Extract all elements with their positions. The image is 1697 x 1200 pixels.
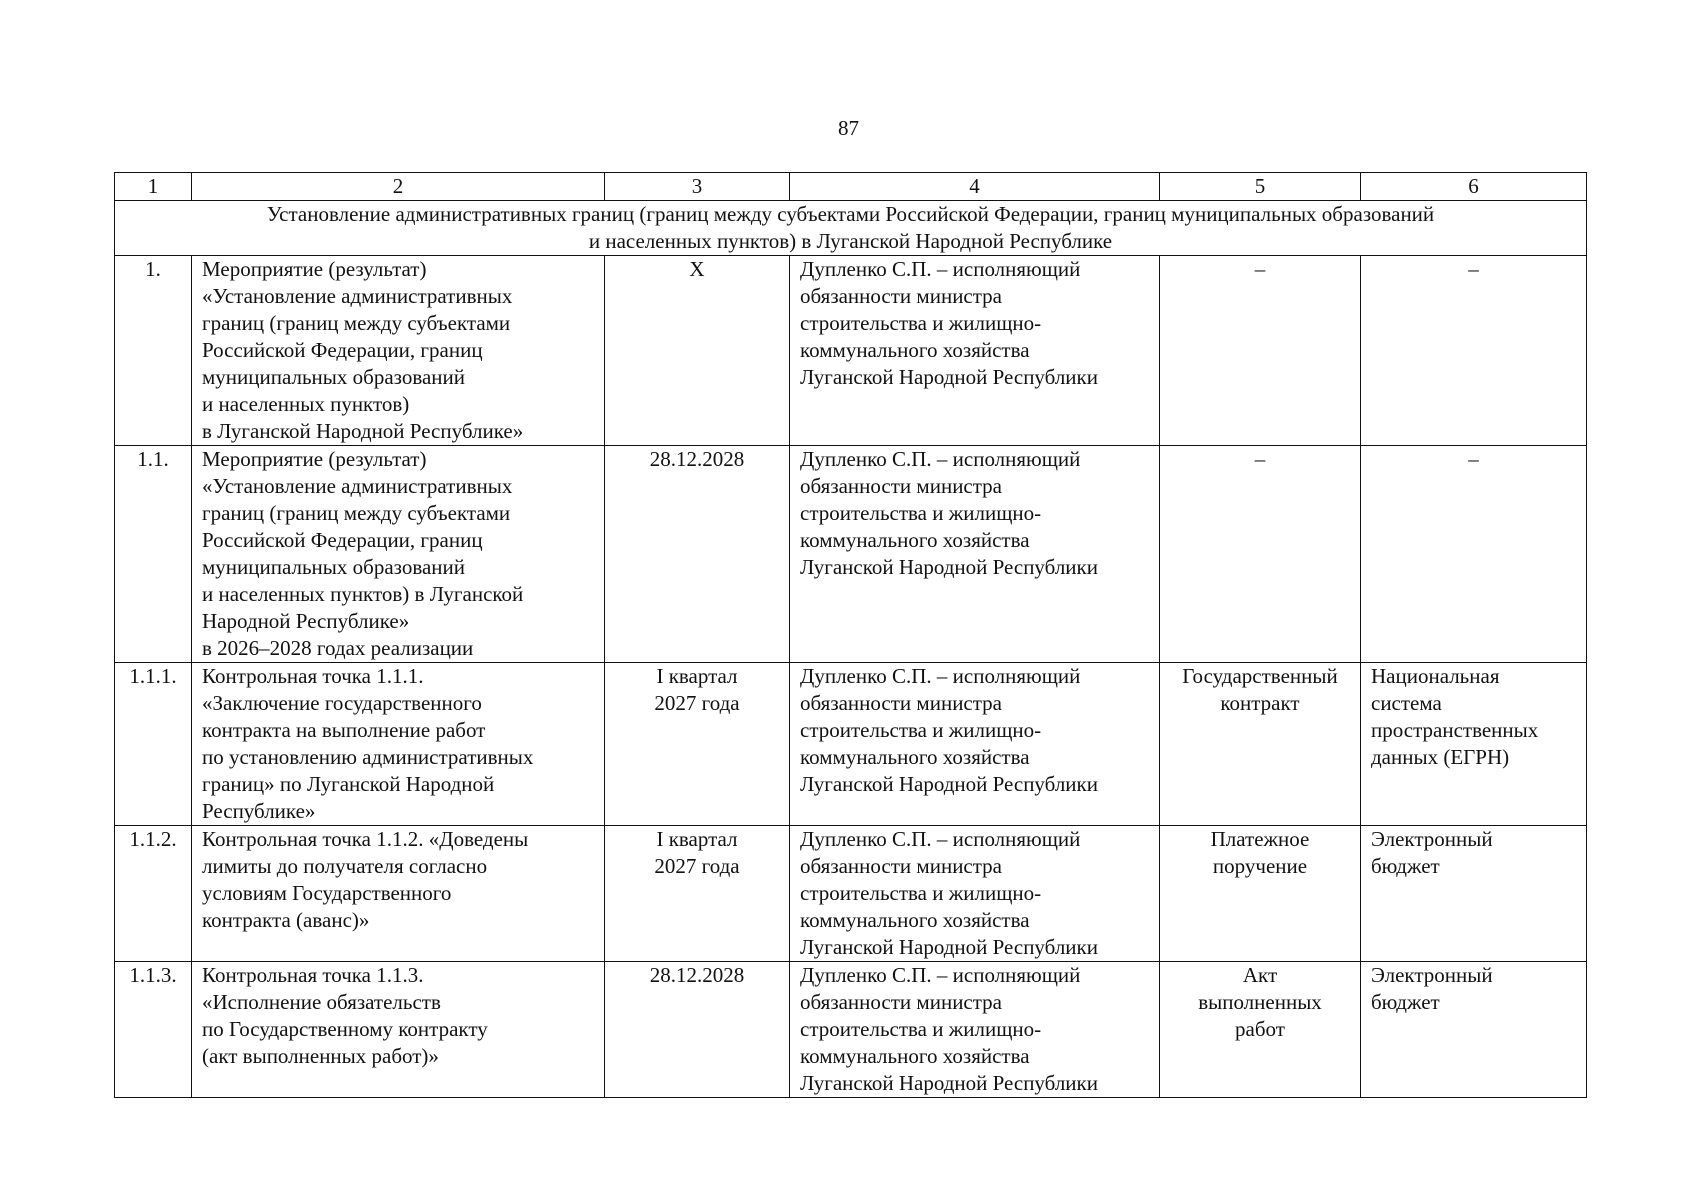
row-system: –: [1361, 446, 1587, 663]
row-date: I квартал 2027 года: [605, 826, 790, 962]
row-number: 1.1.2.: [115, 826, 192, 962]
row-document: –: [1160, 446, 1361, 663]
column-header: 6: [1361, 173, 1587, 201]
row-date: Х: [605, 256, 790, 446]
row-name: Контрольная точка 1.1.1. «Заключение государственного контракта на выполнение работ по установлению административных границ» по Луганской Народной Республике»: [192, 663, 605, 826]
row-name: Контрольная точка 1.1.3. «Исполнение обязательств по Государственному контракту (акт выполненных работ)»: [192, 962, 605, 1098]
column-header: 2: [192, 173, 605, 201]
table-row: [115, 962, 1587, 1098]
row-system: Национальная система пространственных данных (ЕГРН): [1361, 663, 1587, 826]
row-number: 1.1.3.: [115, 962, 192, 1098]
row-document: Акт выполненных работ: [1160, 962, 1361, 1098]
table-row: [115, 446, 1587, 663]
section-title: Установление административных границ (границ между субъектами Российской Федерации, границ муниципальных образований и населенных пунктов) в Луганской Народной Республике: [115, 201, 1587, 256]
column-numbers-row: [115, 173, 1587, 201]
row-document: –: [1160, 256, 1361, 446]
row-name: Контрольная точка 1.1.2. «Доведены лимиты до получателя согласно условиям Государственного контракта (аванс)»: [192, 826, 605, 962]
row-number: 1.1.: [115, 446, 192, 663]
row-name: Мероприятие (результат) «Установление административных границ (границ между субъектами Российской Федерации, границ муниципальных образований и населенных пунктов) в Луганской Народной Республике»: [192, 256, 605, 446]
table-row: [115, 663, 1587, 826]
column-header: 5: [1160, 173, 1361, 201]
row-responsible: Дупленко С.П. – исполняющий обязанности министра строительства и жилищно- коммунального хозяйства Луганской Народной Республики: [790, 663, 1160, 826]
row-date: 28.12.2028: [605, 962, 790, 1098]
column-header: 4: [790, 173, 1160, 201]
row-date: I квартал 2027 года: [605, 663, 790, 826]
section-title-row: [115, 201, 1587, 256]
row-system: Электронный бюджет: [1361, 826, 1587, 962]
row-responsible: Дупленко С.П. – исполняющий обязанности министра строительства и жилищно- коммунального хозяйства Луганской Народной Республики: [790, 256, 1160, 446]
row-date: 28.12.2028: [605, 446, 790, 663]
row-responsible: Дупленко С.П. – исполняющий обязанности министра строительства и жилищно- коммунального хозяйства Луганской Народной Республики: [790, 446, 1160, 663]
row-number: 1.1.1.: [115, 663, 192, 826]
column-header: 1: [115, 173, 192, 201]
row-system: –: [1361, 256, 1587, 446]
row-document: Платежное поручение: [1160, 826, 1361, 962]
row-responsible: Дупленко С.П. – исполняющий обязанности министра строительства и жилищно- коммунального хозяйства Луганской Народной Республики: [790, 826, 1160, 962]
row-responsible: Дупленко С.П. – исполняющий обязанности министра строительства и жилищно- коммунального хозяйства Луганской Народной Республики: [790, 962, 1160, 1098]
row-number: 1.: [115, 256, 192, 446]
table-row: [115, 826, 1587, 962]
row-name: Мероприятие (результат) «Установление административных границ (границ между субъектами Российской Федерации, границ муниципальных образований и населенных пунктов) в Луганской Народной Республике» в 2026–2028 годах реализации: [192, 446, 605, 663]
plan-table: [114, 172, 1587, 1098]
page-number: 87: [838, 116, 859, 140]
row-document: Государственный контракт: [1160, 663, 1361, 826]
table-row: [115, 256, 1587, 446]
row-system: Электронный бюджет: [1361, 962, 1587, 1098]
column-header: 3: [605, 173, 790, 201]
